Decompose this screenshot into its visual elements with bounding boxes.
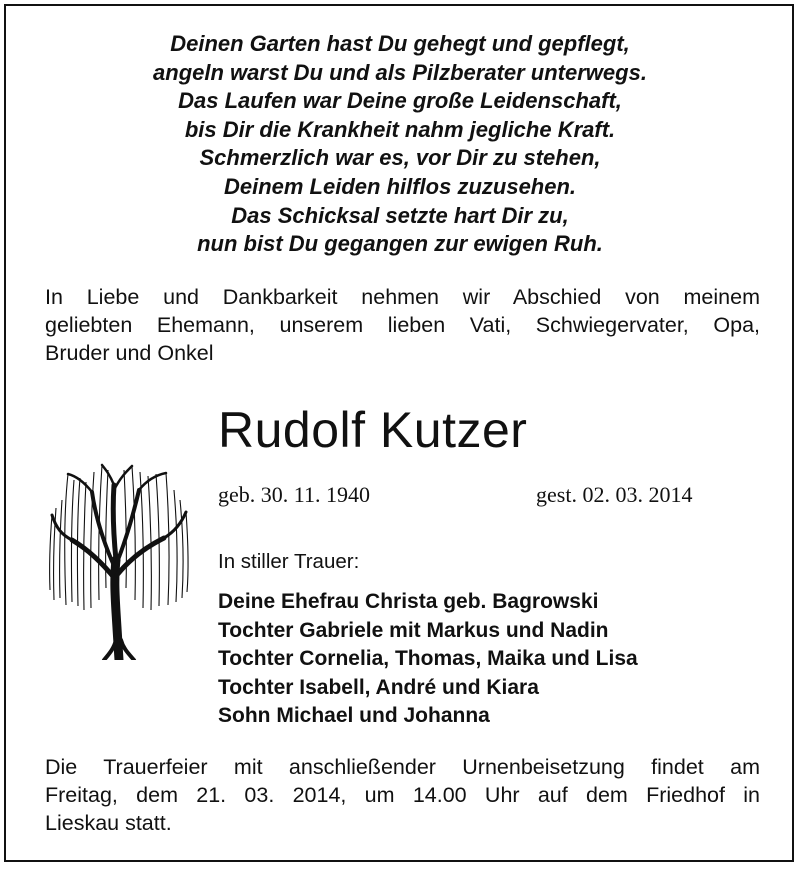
deceased-name: Rudolf Kutzer bbox=[218, 402, 528, 458]
poem-line: Schmerzlich war es, vor Dir zu stehen, bbox=[199, 145, 601, 171]
poem-line: Deinen Garten hast Du gehegt und gepflegt, bbox=[170, 31, 630, 56]
ceremony-line: Die Trauerfeier mit anschließender Urnenbeisetzung findet am bbox=[45, 755, 760, 779]
poem-line: bis Dir die Krankheit nahm jegliche Kraft. bbox=[184, 116, 616, 142]
memorial-poem bbox=[0, 30, 800, 259]
intro-line: Bruder und Onkel bbox=[45, 341, 214, 365]
mourner-entry: Sohn Michael und Johanna bbox=[218, 704, 490, 727]
weeping-willow-tree-icon bbox=[44, 460, 194, 660]
mourner-entry: Tochter Isabell, André und Kiara bbox=[218, 675, 539, 699]
mourner-entry: Tochter Gabriele mit Markus und Nadin bbox=[218, 618, 609, 642]
ceremony-notice bbox=[45, 753, 760, 837]
poem-line: nun bist Du gegangen zur ewigen Ruh. bbox=[197, 231, 603, 257]
farewell-intro bbox=[45, 283, 760, 367]
intro-line: geliebten Ehemann, unserem lieben Vati, Schwiegervater, Opa, bbox=[45, 313, 760, 337]
ceremony-line: Freitag, dem 21. 03. 2014, um 14.00 Uhr auf dem Friedhof in bbox=[45, 783, 760, 807]
poem-line: Deinem Leiden hilflos zuzusehen. bbox=[223, 173, 577, 199]
poem-line: Das Laufen war Deine große Leidenschaft, bbox=[178, 88, 622, 114]
poem-line: Das Schicksal setzte hart Dir zu, bbox=[231, 202, 569, 228]
intro-line: In Liebe und Dankbarkeit nehmen wir Abschied von meinem bbox=[45, 285, 760, 309]
mourner-entry: Tochter Cornelia, Thomas, Maika und Lisa bbox=[218, 647, 638, 670]
ceremony-line: Lieskau statt. bbox=[45, 811, 172, 835]
poem-line: angeln warst Du und als Pilzberater unterwegs. bbox=[153, 59, 647, 85]
mourners-list bbox=[218, 588, 638, 731]
mourning-heading: In stiller Trauer: bbox=[218, 550, 360, 573]
mourner-entry: Deine Ehefrau Christa geb. Bagrowski bbox=[218, 590, 599, 613]
birth-date: geb. 30. 11. 1940 bbox=[218, 482, 370, 507]
death-date: gest. 02. 03. 2014 bbox=[536, 482, 693, 507]
